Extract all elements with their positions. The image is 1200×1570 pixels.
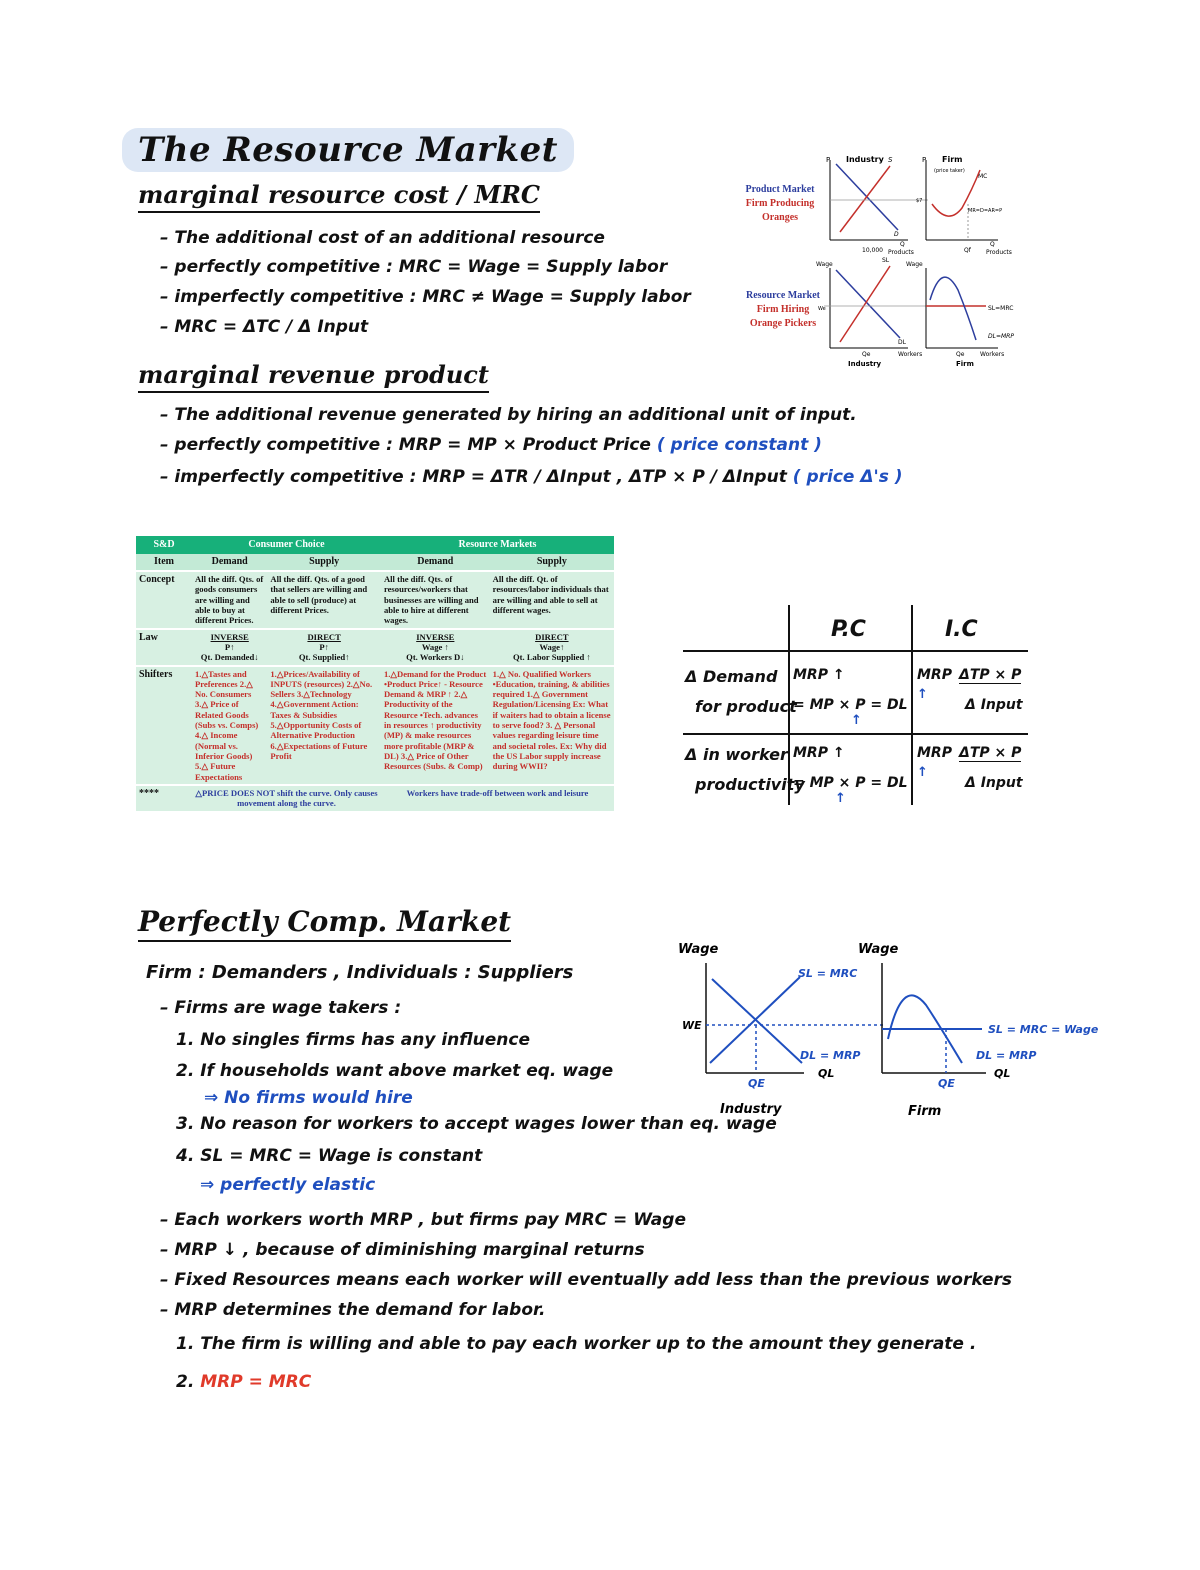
sd-shifters-3: 1.△Demand for the Product •Product Price↑ - Resource Demand & MRP ↑ 2.△ Productivity of the Resource •Tech. advances in resources ↑ productivity (MP) & make resources more profitable (MRP & DL) 3.△ Price of Other Resources (Subs. & Comp) (381, 666, 490, 785)
grid-ic2-c: Δ Input (965, 775, 1023, 791)
ind-res-workers: Workers (898, 351, 923, 358)
mrp-bullet-3-text: imperfectly competitive : MRP = ΔTR / ΔInput , ΔTP × P / ΔInput (174, 467, 787, 487)
page-title-wrap (122, 128, 574, 172)
sd-law-2 (267, 629, 381, 666)
row1-label-1: Product Market (745, 184, 815, 195)
firm-prod-title: Firm (942, 155, 963, 164)
mrp-bullet-2 (160, 435, 822, 455)
sd-law-2-b: Qt. Supplied↑ (298, 652, 350, 663)
mrc-heading: marginal resource cost / MRC (138, 180, 540, 213)
pcm-sub-5: 1. The firm is willing and able to pay each worker up to the amount they generate . (176, 1334, 977, 1354)
firm-res-wage: Wage (906, 261, 923, 268)
sd-item-2: Supply (267, 554, 381, 571)
sd-law-1-b: Qt. Demanded↓ (200, 652, 259, 663)
pcm-sub-4b: ⇒ perfectly elastic (200, 1175, 376, 1195)
sd-concept-2: All the diff. Qts. of a good that sellers are willing and able to sell (produce) at different Prices. (267, 571, 381, 629)
firm-prod-products: Products (986, 249, 1012, 256)
firm-prod-mc: MC (978, 173, 988, 180)
sd-concept-3: All the diff. Qts. of resources/workers that businesses are willing and able to hire at different wages. (381, 571, 490, 629)
ind-res-wage: Wage (816, 261, 833, 268)
grid-ic2-a: MRP (917, 745, 952, 761)
grid-pc2-b: = MP × P = DL (793, 775, 908, 791)
firm-dl-mrp: DL = MRP (976, 1049, 1037, 1062)
product-resource-market-figure (728, 150, 1030, 372)
pcm-sub-4: 4. SL = MRC = Wage is constant (176, 1146, 483, 1166)
ind-wage-label: Wage (678, 942, 719, 957)
firm-prod-mr: MR=D=AR=P (968, 208, 1003, 214)
price-constant-note: ( price constant ) (656, 435, 822, 455)
ind-prod-products: Products (888, 249, 914, 256)
ind-prod-d: D (894, 231, 899, 238)
sd-shifters-head: Shifters (136, 666, 192, 785)
sd-law-1-a: P↑ (224, 641, 235, 652)
mrp-bullet-2-text: perfectly competitive : MRP = MP × Product Price (174, 435, 651, 455)
perfect-comp-svg (676, 935, 1106, 1125)
pcm-sub-6-num: 2. (176, 1372, 195, 1392)
firm-prod-qf: Qf (964, 247, 971, 254)
ind-qe: QE (748, 1077, 765, 1090)
ind-dl-mrp: DL = MRP (800, 1049, 861, 1062)
mrc-bullet-3: – imperfectly competitive : MRC ≠ Wage = Supply labor (160, 287, 691, 307)
firm-prod-price-tag: $7 (916, 198, 923, 204)
row1-label-3: Oranges (761, 212, 799, 223)
sd-concept-4: All the diff. Qt. of resources/labor individuals that are willing and able to sell at different wages. (490, 571, 614, 629)
row2-label-3: Orange Pickers (749, 318, 817, 329)
mrc-bullet-4: – MRC = ΔTC / Δ Input (160, 317, 368, 337)
mrp-heading: marginal revenue product (138, 360, 489, 393)
market-graphs-svg (728, 150, 1030, 372)
firm-res-workers: Workers (980, 351, 1005, 358)
grid-row2-label-a: Δ in worker (685, 745, 788, 764)
ind-res-sl: SL (882, 257, 890, 264)
sd-concept-1: All the diff. Qts. of goods consumers are willing and able to buy at different Prices. (192, 571, 267, 629)
grid-ic2-b: ΔTP × P (959, 745, 1022, 761)
ind-res-qe: Qe (862, 351, 871, 358)
grid-row2-label-b: productivity (695, 775, 805, 794)
sd-shifters-1: 1.△Tastes and Preferences 2.△ No. Consumers 3.△ Price of Related Goods (Subs vs. Comps) 4.△ Income (Normal vs. Inferior Goods) 5.△ Future Expectations (192, 666, 267, 785)
grid-arrow-4: ↑ (917, 765, 928, 780)
sd-item-1: Demand (192, 554, 267, 571)
sd-comparison-table (136, 536, 614, 811)
grid-hline-2 (683, 733, 1028, 735)
grid-pc-header: P.C (831, 617, 866, 642)
grid-pc1-a: MRP ↑ (793, 667, 845, 683)
sd-shifters-2: 1.△Prices/Availability of INPUTS (resources) 2.△No. Sellers 3.△Technology 4.△Government Action: Taxes & Subsidies 5.△Opportunity Costs of Alternative Production 6.△Expectations of Future Profit (267, 666, 381, 785)
ind-res-dl: DL (898, 339, 906, 346)
sd-header-consumer: Consumer Choice (192, 536, 381, 554)
grid-row1-label-a: Δ Demand (685, 667, 778, 686)
pcm-mrp-mrc: MRP = MRC (200, 1372, 312, 1392)
pcm-sub-3: 3. No reason for workers to accept wages lower than eq. wage (176, 1114, 777, 1134)
sd-item-4: Supply (490, 554, 614, 571)
sd-header-sd: S&D (136, 536, 192, 554)
firm-prod-p: P (922, 156, 927, 164)
firm-ql: QL (994, 1067, 1011, 1080)
sd-law-row (136, 629, 614, 666)
pc-ic-grid (683, 605, 1043, 815)
sd-footer-resource: Workers have trade-off between work and leisure (381, 785, 614, 811)
sd-law-4 (490, 629, 614, 666)
grid-row1-label-b: for product (695, 697, 797, 716)
firm-title: Firm (908, 1104, 942, 1119)
firm-res-dl-mrp: DL=MRP (988, 333, 1014, 340)
row2-label-2: Firm Hiring (756, 304, 810, 315)
firm-prod-sub: (price taker) (934, 168, 965, 174)
firm-prod-q: Q (990, 241, 995, 248)
sd-concept-row (136, 571, 614, 629)
sd-item-0: Item (136, 554, 192, 571)
mrp-bullet-3 (160, 467, 903, 487)
pcm-bullet-5: – MRP determines the demand for labor. (160, 1300, 545, 1320)
sd-law-2-title: DIRECT (307, 631, 341, 642)
ind-prod-q: Q (900, 241, 905, 248)
sd-item-3: Demand (381, 554, 490, 571)
pcm-sub-2: 2. If households want above market eq. wage (176, 1061, 614, 1081)
grid-hline-1 (683, 650, 1028, 652)
pcm-bullet-1: – Firms are wage takers : (160, 998, 401, 1018)
ind-prod-qty: 10,000 (862, 247, 883, 254)
firm-res-sl-mrc: SL=MRC (988, 305, 1014, 312)
sd-shifters-row (136, 666, 614, 785)
pcm-sub-6 (176, 1372, 311, 1392)
grid-pc1-b: = MP × P = DL (793, 697, 908, 713)
sd-law-1-title: INVERSE (210, 631, 249, 642)
sd-law-3-a: Wage ↑ (421, 641, 449, 652)
page-title: The Resource Market (122, 128, 574, 172)
sd-law-4-title: DIRECT (535, 631, 569, 642)
sd-table-header-row (136, 536, 614, 554)
ind-prod-s: S (888, 156, 893, 164)
mrp-bullet-1: – The additional revenue generated by hiring an additional unit of input. (160, 405, 857, 425)
grid-arrow-2: ↑ (917, 687, 928, 702)
sd-footer-head: **** (136, 785, 192, 811)
price-change-note: ( price Δ's ) (792, 467, 903, 487)
pcm-bullet-4: – Fixed Resources means each worker will eventually add less than the previous workers (160, 1270, 1012, 1290)
ind-res-label: Industry (848, 360, 882, 368)
sd-law-2-a: P↑ (319, 641, 329, 652)
grid-arrow-1: ↑ (851, 713, 862, 728)
ind-prod-p: P (826, 156, 831, 164)
ind-prod-title: Industry (846, 155, 884, 164)
sd-law-3-b: Qt. Workers D↓ (406, 652, 465, 663)
sd-law-1 (192, 629, 267, 666)
pcm-bullet-3: – MRP ↓ , because of diminishing marginal returns (160, 1240, 645, 1260)
sd-law-head: Law (136, 629, 192, 666)
sd-header-resource: Resource Markets (381, 536, 614, 554)
sd-item-row (136, 554, 614, 571)
ind-res-we: We (818, 306, 826, 312)
pcm-line1: Firm : Demanders , Individuals : Suppliers (146, 962, 574, 983)
sd-footer-consumer: △PRICE DOES NOT shift the curve. Only causes movement along the curve. (192, 785, 381, 811)
firm-sl-mrc-wage: SL = MRC = Wage (988, 1023, 1099, 1036)
firm-wage-label: Wage (858, 942, 899, 957)
firm-res-qe: Qe (956, 351, 965, 358)
ind-title: Industry (720, 1102, 782, 1117)
perfect-comp-graph (676, 935, 1106, 1125)
mrc-bullet-2: – perfectly competitive : MRC = Wage = Supply labor (160, 257, 667, 277)
pcm-heading: Perfectly Comp. Market (138, 905, 511, 942)
grid-arrow-3: ↑ (835, 791, 846, 806)
firm-qe: QE (938, 1077, 955, 1090)
pcm-sub-2b: ⇒ No firms would hire (204, 1088, 413, 1108)
sd-law-3 (381, 629, 490, 666)
row2-label-1: Resource Market (746, 290, 820, 301)
pcm-bullet-2: – Each workers worth MRP , but firms pay MRC = Wage (160, 1210, 686, 1230)
ind-ql: QL (818, 1067, 835, 1080)
row1-label-2: Firm Producing (745, 198, 815, 209)
ind-we-label: WE (682, 1019, 702, 1032)
grid-ic1-b: ΔTP × P (959, 667, 1022, 683)
sd-concept-head: Concept (136, 571, 192, 629)
grid-pc2-a: MRP ↑ (793, 745, 845, 761)
firm-res-label: Firm (956, 360, 974, 368)
sd-law-3-title: INVERSE (416, 631, 455, 642)
sd-law-4-b: Qt. Labor Supplied ↑ (512, 652, 591, 663)
ind-demand-line (712, 979, 802, 1063)
ind-sl-mrc: SL = MRC (798, 967, 858, 980)
grid-ic1-a: MRP (917, 667, 952, 683)
grid-ic-header: I.C (945, 617, 978, 642)
sd-shifters-4: 1.△ No. Qualified Workers •Education, training, & abilities required 1.△ Government Regulation/Licensing Ex: What if waiters had to obtain a license to serve food? 3. △ Personal values regarding leisure time and societal roles. Ex: Why did the US Labor supply increase during WWII? (490, 666, 614, 785)
grid-vline-2 (911, 605, 913, 805)
grid-ic1-c: Δ Input (965, 697, 1023, 713)
sd-footer-row (136, 785, 614, 811)
sd-law-4-a: Wage↑ (539, 641, 565, 652)
mrc-bullet-1: – The additional cost of an additional resource (160, 228, 605, 248)
pcm-sub-1: 1. No singles firms has any influence (176, 1030, 530, 1050)
